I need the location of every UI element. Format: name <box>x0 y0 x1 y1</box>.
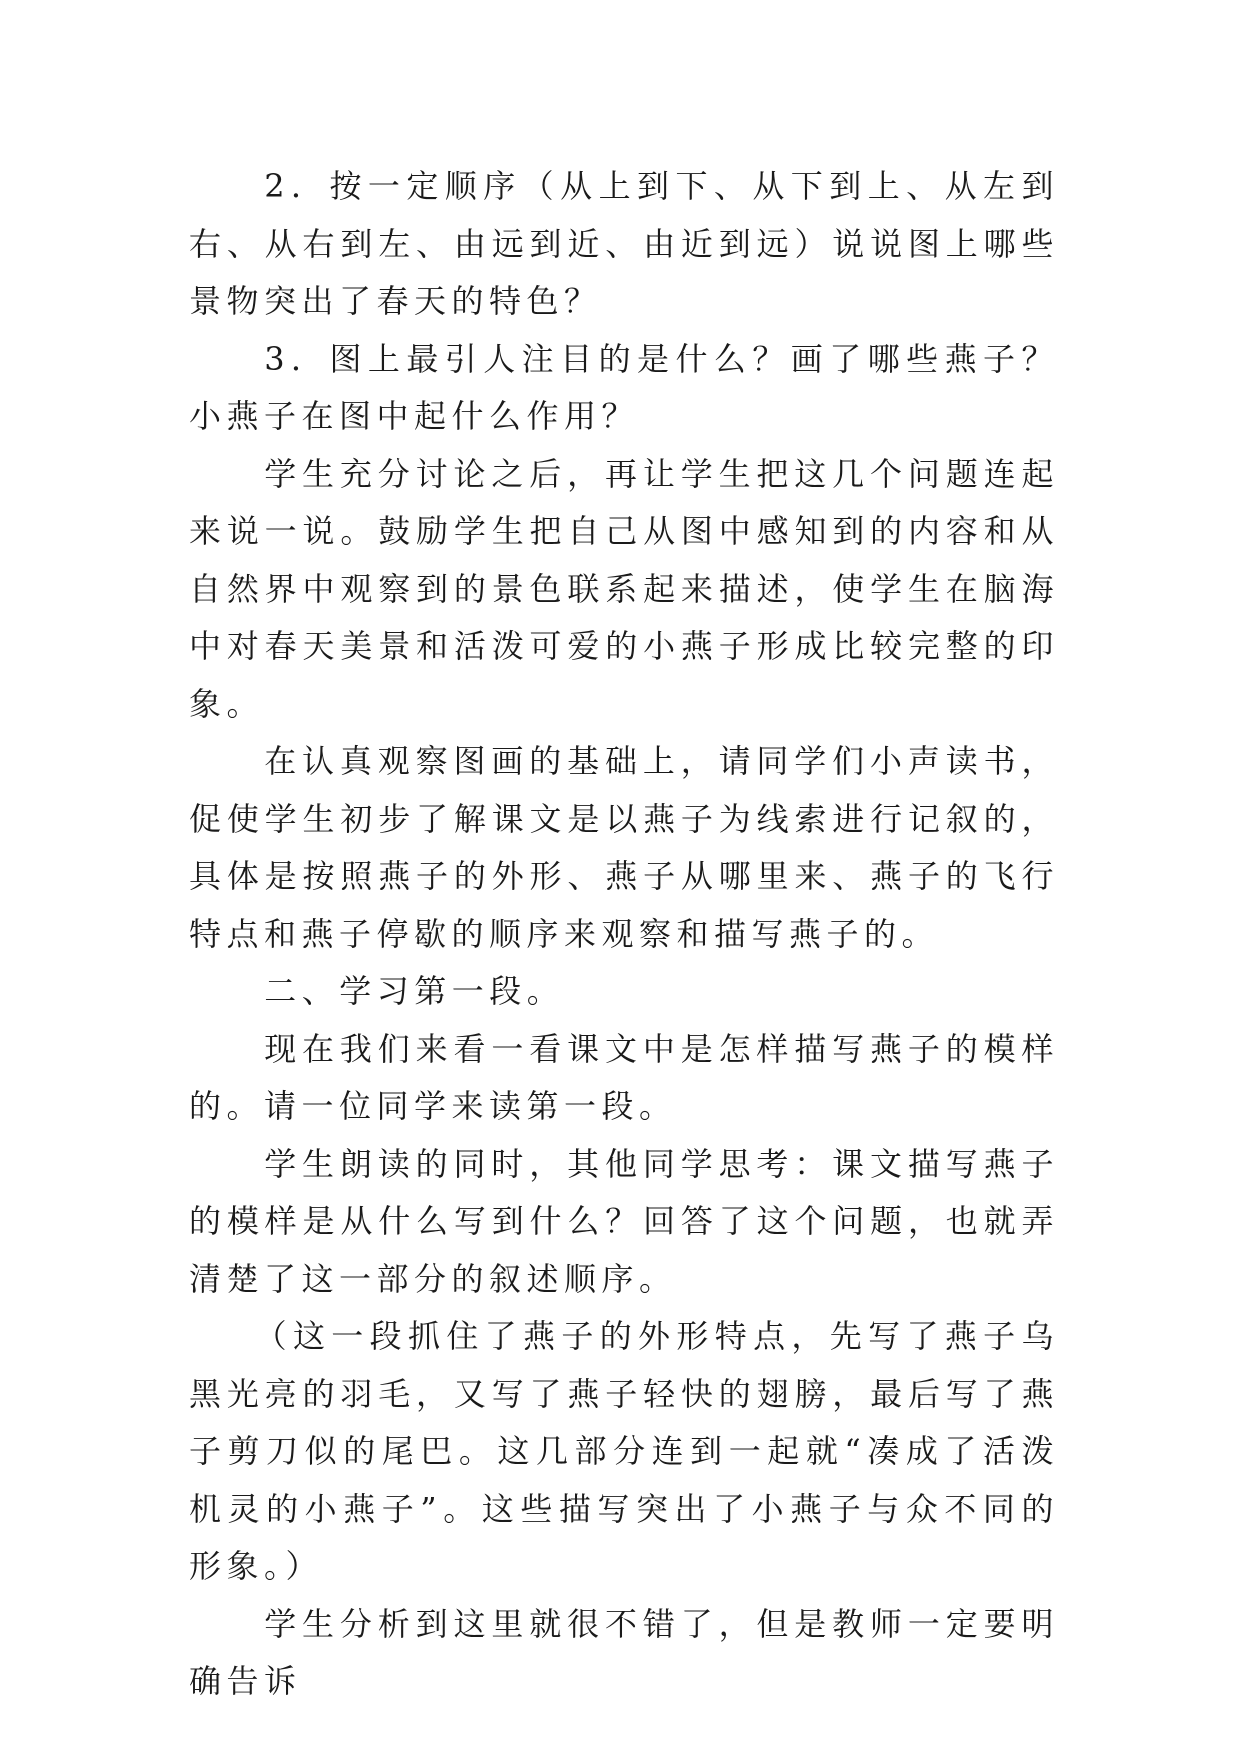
document-body <box>189 158 1059 1711</box>
paragraph-observation: 在认真观察图画的基础上，请同学们小声读书，促使学生初步了解课文是以燕子为线索进行记叙的，具体是按照燕子的外形、燕子从哪里来、燕子的飞行特点和燕子停歇的顺序来观察和描写燕子的。 <box>189 742 1059 953</box>
paragraph-discussion: 学生充分讨论之后，再让学生把这几个问题连起来说一说。鼓励学生把自己从图中感知到的内容和从自然界中观察到的景色联系起来描述，使学生在脑海中对春天美景和活泼可爱的小燕子形成比较完整的印象。 <box>189 454 1059 723</box>
paragraph-think: 学生朗读的同时，其他同学思考：课文描写燕子的模样是从什么写到什么？回答了这个问题，也就弄清楚了这一部分的叙述顺序。 <box>189 1144 1059 1298</box>
paragraph-analysis: （这一段抓住了燕子的外形特点，先写了燕子乌黑光亮的羽毛，又写了燕子轻快的翅膀，最后写了燕子剪刀似的尾巴。这几部分连到一起就“凑成了活泼机灵的小燕子”。这些描写突出了小燕子与众不同的形象。） <box>189 1317 1059 1585</box>
paragraph-step-2: 2．按一定顺序（从上到下、从下到上、从左到右、从右到左、由远到近、由近到远）说说图上哪些景物突出了春天的特色？ <box>189 167 1059 320</box>
paragraph-step-3: 3．图上最引人注目的是什么？画了哪些燕子？小燕子在图中起什么作用？ <box>189 339 1059 435</box>
section-heading-2: 二、学习第一段。 <box>264 972 565 1010</box>
paragraph-read-first: 现在我们来看一看课文中是怎样描写燕子的模样的。请一位同学来读第一段。 <box>189 1029 1059 1125</box>
paragraph-teacher-note: 学生分析到这里就很不错了，但是教师一定要明确告诉 <box>189 1604 1059 1700</box>
